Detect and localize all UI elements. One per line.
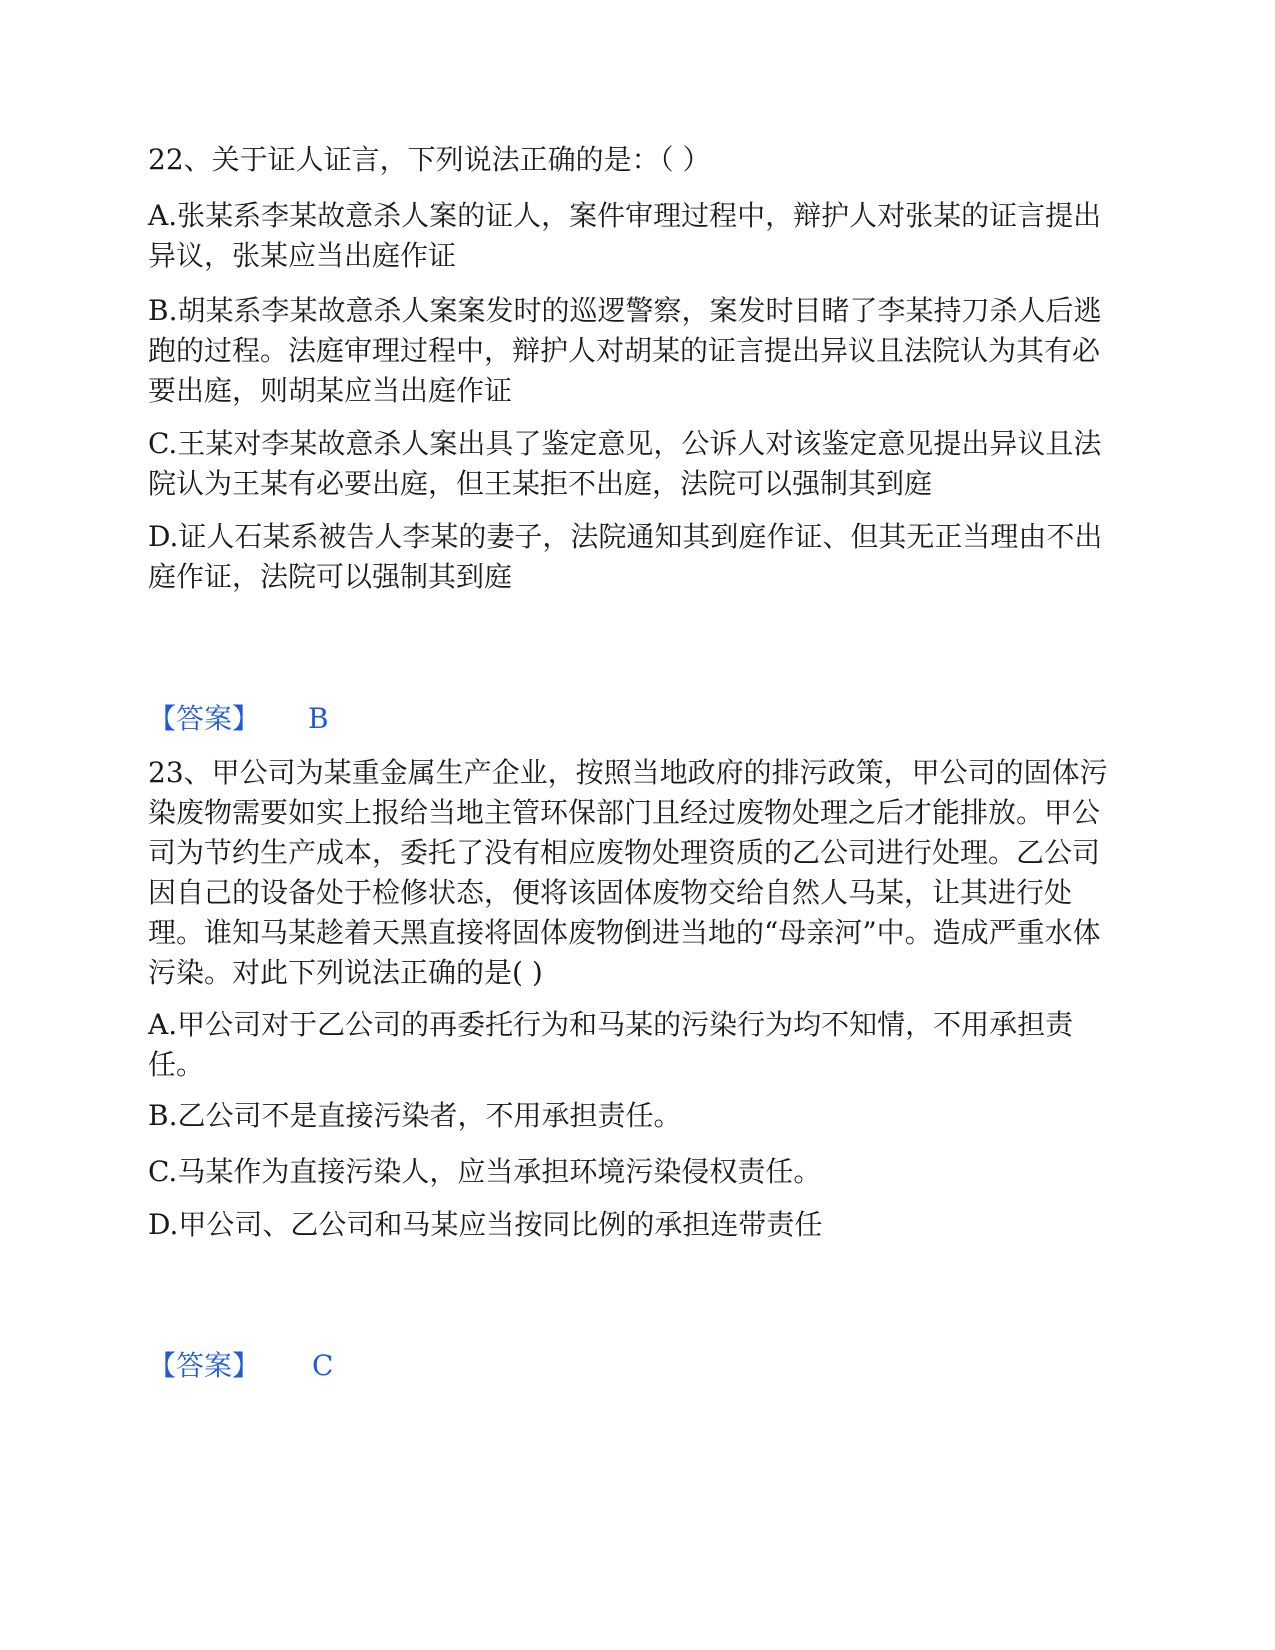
question-23-answer	[148, 1346, 333, 1386]
answer-label: 【答案】	[148, 1349, 261, 1382]
question-22-option-b: B.胡某系李某故意杀人案案发时的巡逻警察，案发时目睹了李某持刀杀人后逃跑的过程。法庭审理过程中，辩护人对胡某的证言提出异议且法院认为其有必要出庭，则胡某应当出庭作证	[148, 294, 1102, 407]
question-23-option-a: A.甲公司对于乙公司的再委托行为和马某的污染行为均不知情，不用承担责任。	[148, 1008, 1074, 1081]
question-22-stem: 22、关于证人证言，下列说法正确的是：（ ）	[148, 143, 711, 176]
question-23-stem: 23、甲公司为某重金属生产企业，按照当地政府的排污政策，甲公司的固体污染废物需要如实上报给当地主管环保部门且经过废物处理之后才能排放。甲公司为节约生产成本，委托了没有相应废物处理资质的乙公司进行处理。乙公司因自己的设备处于检修状态，便将该固体废物交给自然人马某，让其进行处理。谁知马某趁着天黑直接将固体废物倒进当地的“母亲河”中。造成严重水体污染。对此下列说法正确的是( )	[148, 756, 1108, 989]
question-22-option-a: A.张某系李某故意杀人案的证人，案件审理过程中，辩护人对张某的证言提出异议，张某应当出庭作证	[148, 199, 1102, 272]
question-22-option-c: C.王某对李某故意杀人案出具了鉴定意见，公诉人对该鉴定意见提出异议且法院认为王某有必要出庭，但王某拒不出庭，法院可以强制其到庭	[148, 427, 1102, 500]
answer-value: C	[312, 1349, 334, 1382]
question-23-option-d: D.甲公司、乙公司和马某应当按同比例的承担连带责任	[148, 1208, 823, 1241]
answer-value: B	[308, 702, 329, 735]
answer-label: 【答案】	[148, 702, 261, 735]
question-22-answer	[148, 699, 329, 739]
question-22-option-d: D.证人石某系被告人李某的妻子，法院通知其到庭作证、但其无正当理由不出庭作证，法院可以强制其到庭	[148, 520, 1103, 593]
question-23-option-c: C.马某作为直接污染人，应当承担环境污染侵权责任。	[148, 1155, 822, 1188]
question-23-option-b: B.乙公司不是直接污染者，不用承担责任。	[148, 1099, 682, 1132]
